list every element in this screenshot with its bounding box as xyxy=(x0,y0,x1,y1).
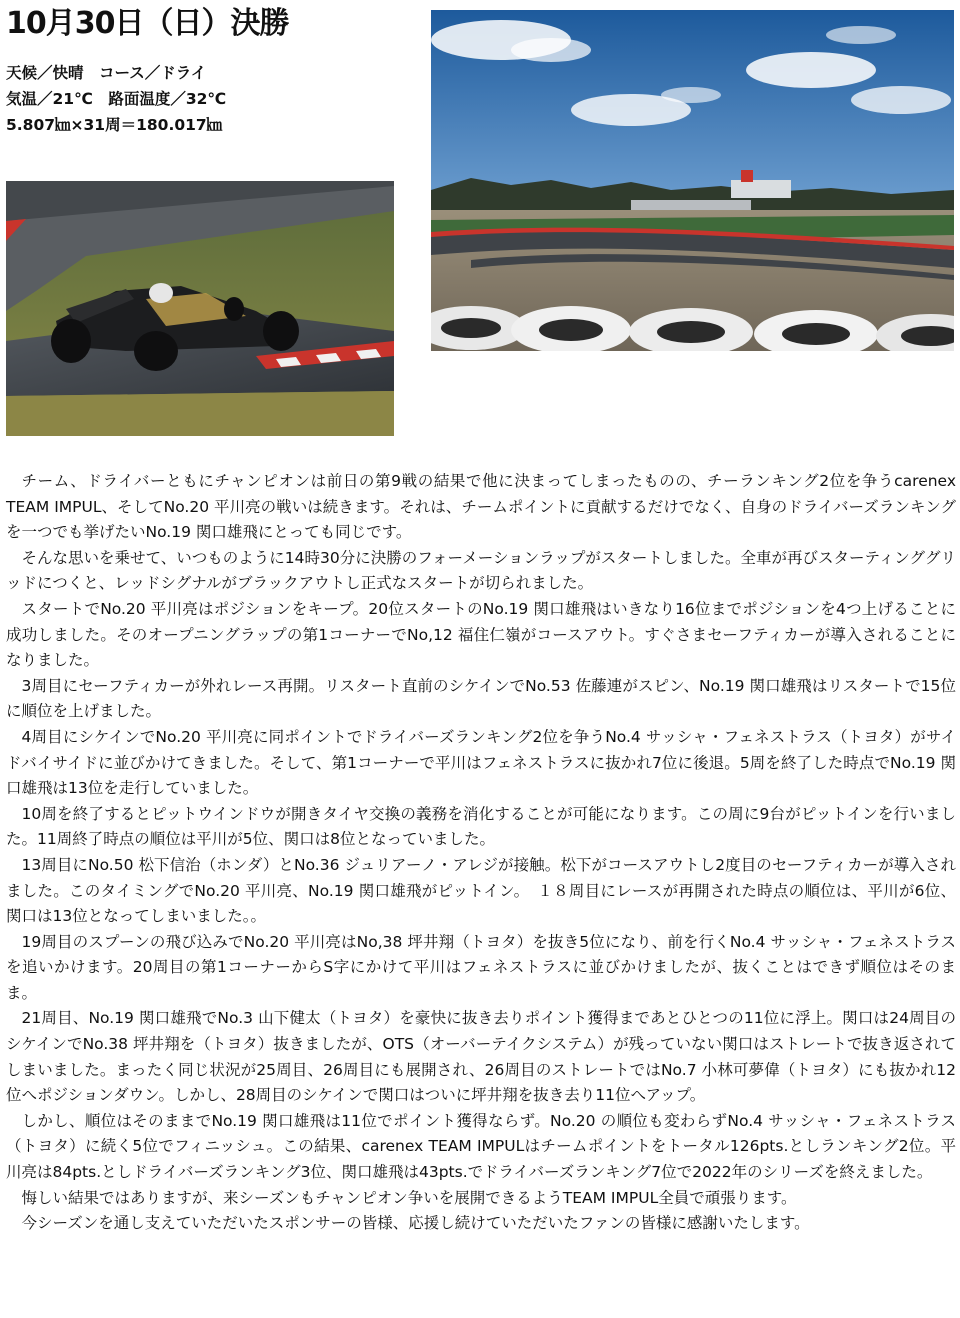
article-paragraph: スタートでNo.20 平川亮はポジションをキープ。20位スタートのNo.19 関口雄飛はいきなり16位までポジションを4つ上げることに成功しました。そのオープニングラップの第1コーナーでNo,12 福住仁嶺がコースアウト。すぐさまセーフティカーが導入されることになりました。 xyxy=(6,599,956,670)
race-report-article xyxy=(6,469,956,1237)
article-paragraph: チーム、ドライバーともにチャンピオンは前日の第9戦の結果で他に決まってしまったものの、チーランキング2位を争うcarenex TEAM IMPUL、そしてNo.20 平川亮の戦いは続きます。それは、チームポイントに貢献するだけでなく、自身のドライバーズランキングを一つでも挙げたいNo.19 関口雄飛にとっても同じです。 xyxy=(6,472,956,542)
article-paragraph: 10周を終了するとピットウインドウが開きタイヤ交換の義務を消化することが可能になります。この周に9台がピットインを行いました。11周終了時点の順位は平川が5位、関口は8位となっていました。 xyxy=(6,804,956,849)
article-paragraph: 21周目、No.19 関口雄飛でNo.3 山下健太（トヨタ）を豪快に抜き去りポイント獲得まであとひとつの11位に浮上。関口は24周目のシケインでNo.38 坪井翔を（トヨタ）抜きましたが、OTS（オーバーテイクシステム）が残っていない関口はストレートで抜き返されてしまいました。まったく同じ状況が25周目、26周目にも展開され、26周目のストレートではNo.7 小林可夢偉（トヨタ）にも抜かれ12位へポジションダウン。しかし、28周目のシケインで関口はついに坪井翔を抜き去り11位へアップ。 xyxy=(6,1009,956,1105)
race-car-photo xyxy=(6,181,394,436)
article-paragraph: そんな思いを乗せて、いつものように14時30分に決勝のフォーメーションラップがスタートしました。全車が再びスターティンググリッドにつくと、レッドシグナルがブラックアウトし正式なスタートが切られました。 xyxy=(6,548,956,593)
circuit-landscape-photo-image xyxy=(431,10,954,351)
race-car-photo-image xyxy=(6,181,394,436)
article-paragraph: 4周目にシケインでNo.20 平川亮に同ポイントでドライバーズランキング2位を争うNo.4 サッシャ・フェネストラス（トヨタ）がサイドバイサイドに並びかけてきました。そして、第1コーナーで平川はフェネストラスに抜かれ7位に後退。5周を終了した時点でNo.19 関口雄飛は13位を走行していました。 xyxy=(6,727,956,798)
article-paragraph: 悔しい結果ではありますが、来シーズンもチャンピオン争いを展開できるようTEAM IMPUL全員で頑張ります。 xyxy=(21,1188,797,1207)
article-paragraph: 3周目にセーフティカーが外れレース再開。リスタート直前のシケインでNo.53 佐藤連がスピン、No.19 関口雄飛はリスタートで15位に順位を上げました。 xyxy=(6,676,956,721)
article-paragraph: 13周目にNo.50 松下信治（ホンダ）とNo.36 ジュリアーノ・アレジが接触。松下がコースアウトし2度目のセーフティカーが導入されました。このタイミングでNo.20 平川亮、No.19 関口雄飛がピットイン。 １８周目にレースが再開された時点の順位は、平川が6位、関口は13位となってしまいました。。 xyxy=(6,855,956,926)
temperature-line: 気温／21℃ 路面温度／32℃ xyxy=(6,90,227,108)
distance-line: 5.807㎞×31周＝180.017㎞ xyxy=(6,116,223,134)
article-paragraph: しかし、順位はそのままでNo.19 関口雄飛は11位でポイント獲得ならず。No.20 の順位も変わらずNo.4 サッシャ・フェネストラス（トヨタ）に続く5位でフィニッシュ。この結果、carenex TEAM IMPULはチームポイントをトータル126pts.としランキング2位。平川亮は84pts.としドライバーズランキング3位、関口雄飛は43pts.でドライバーズランキング7位で2022年のシリーズを終えました。 xyxy=(6,1111,956,1182)
article-paragraph: 19周目のスプーンの飛び込みでNo.20 平川亮はNo,38 坪井翔（トヨタ）を抜き5位になり、前を行くNo.4 サッシャ・フェネストラスを追いかけます。20周目の第1コーナーからS字にかけて平川はフェネストラスに並びかけましたが、抜くことはできず順位はそのまま。 xyxy=(6,932,956,1002)
article-paragraph: 今シーズンを通し支えていただいたスポンサーの皆様、応援し続けていただいたファンの皆様に感謝いたします。 xyxy=(21,1214,810,1233)
page-title: 10月30日（日）決勝 xyxy=(6,6,289,41)
race-conditions xyxy=(6,60,226,138)
circuit-landscape-photo xyxy=(431,10,954,351)
weather-course-line: 天候／快晴 コース／ドライ xyxy=(6,64,207,82)
